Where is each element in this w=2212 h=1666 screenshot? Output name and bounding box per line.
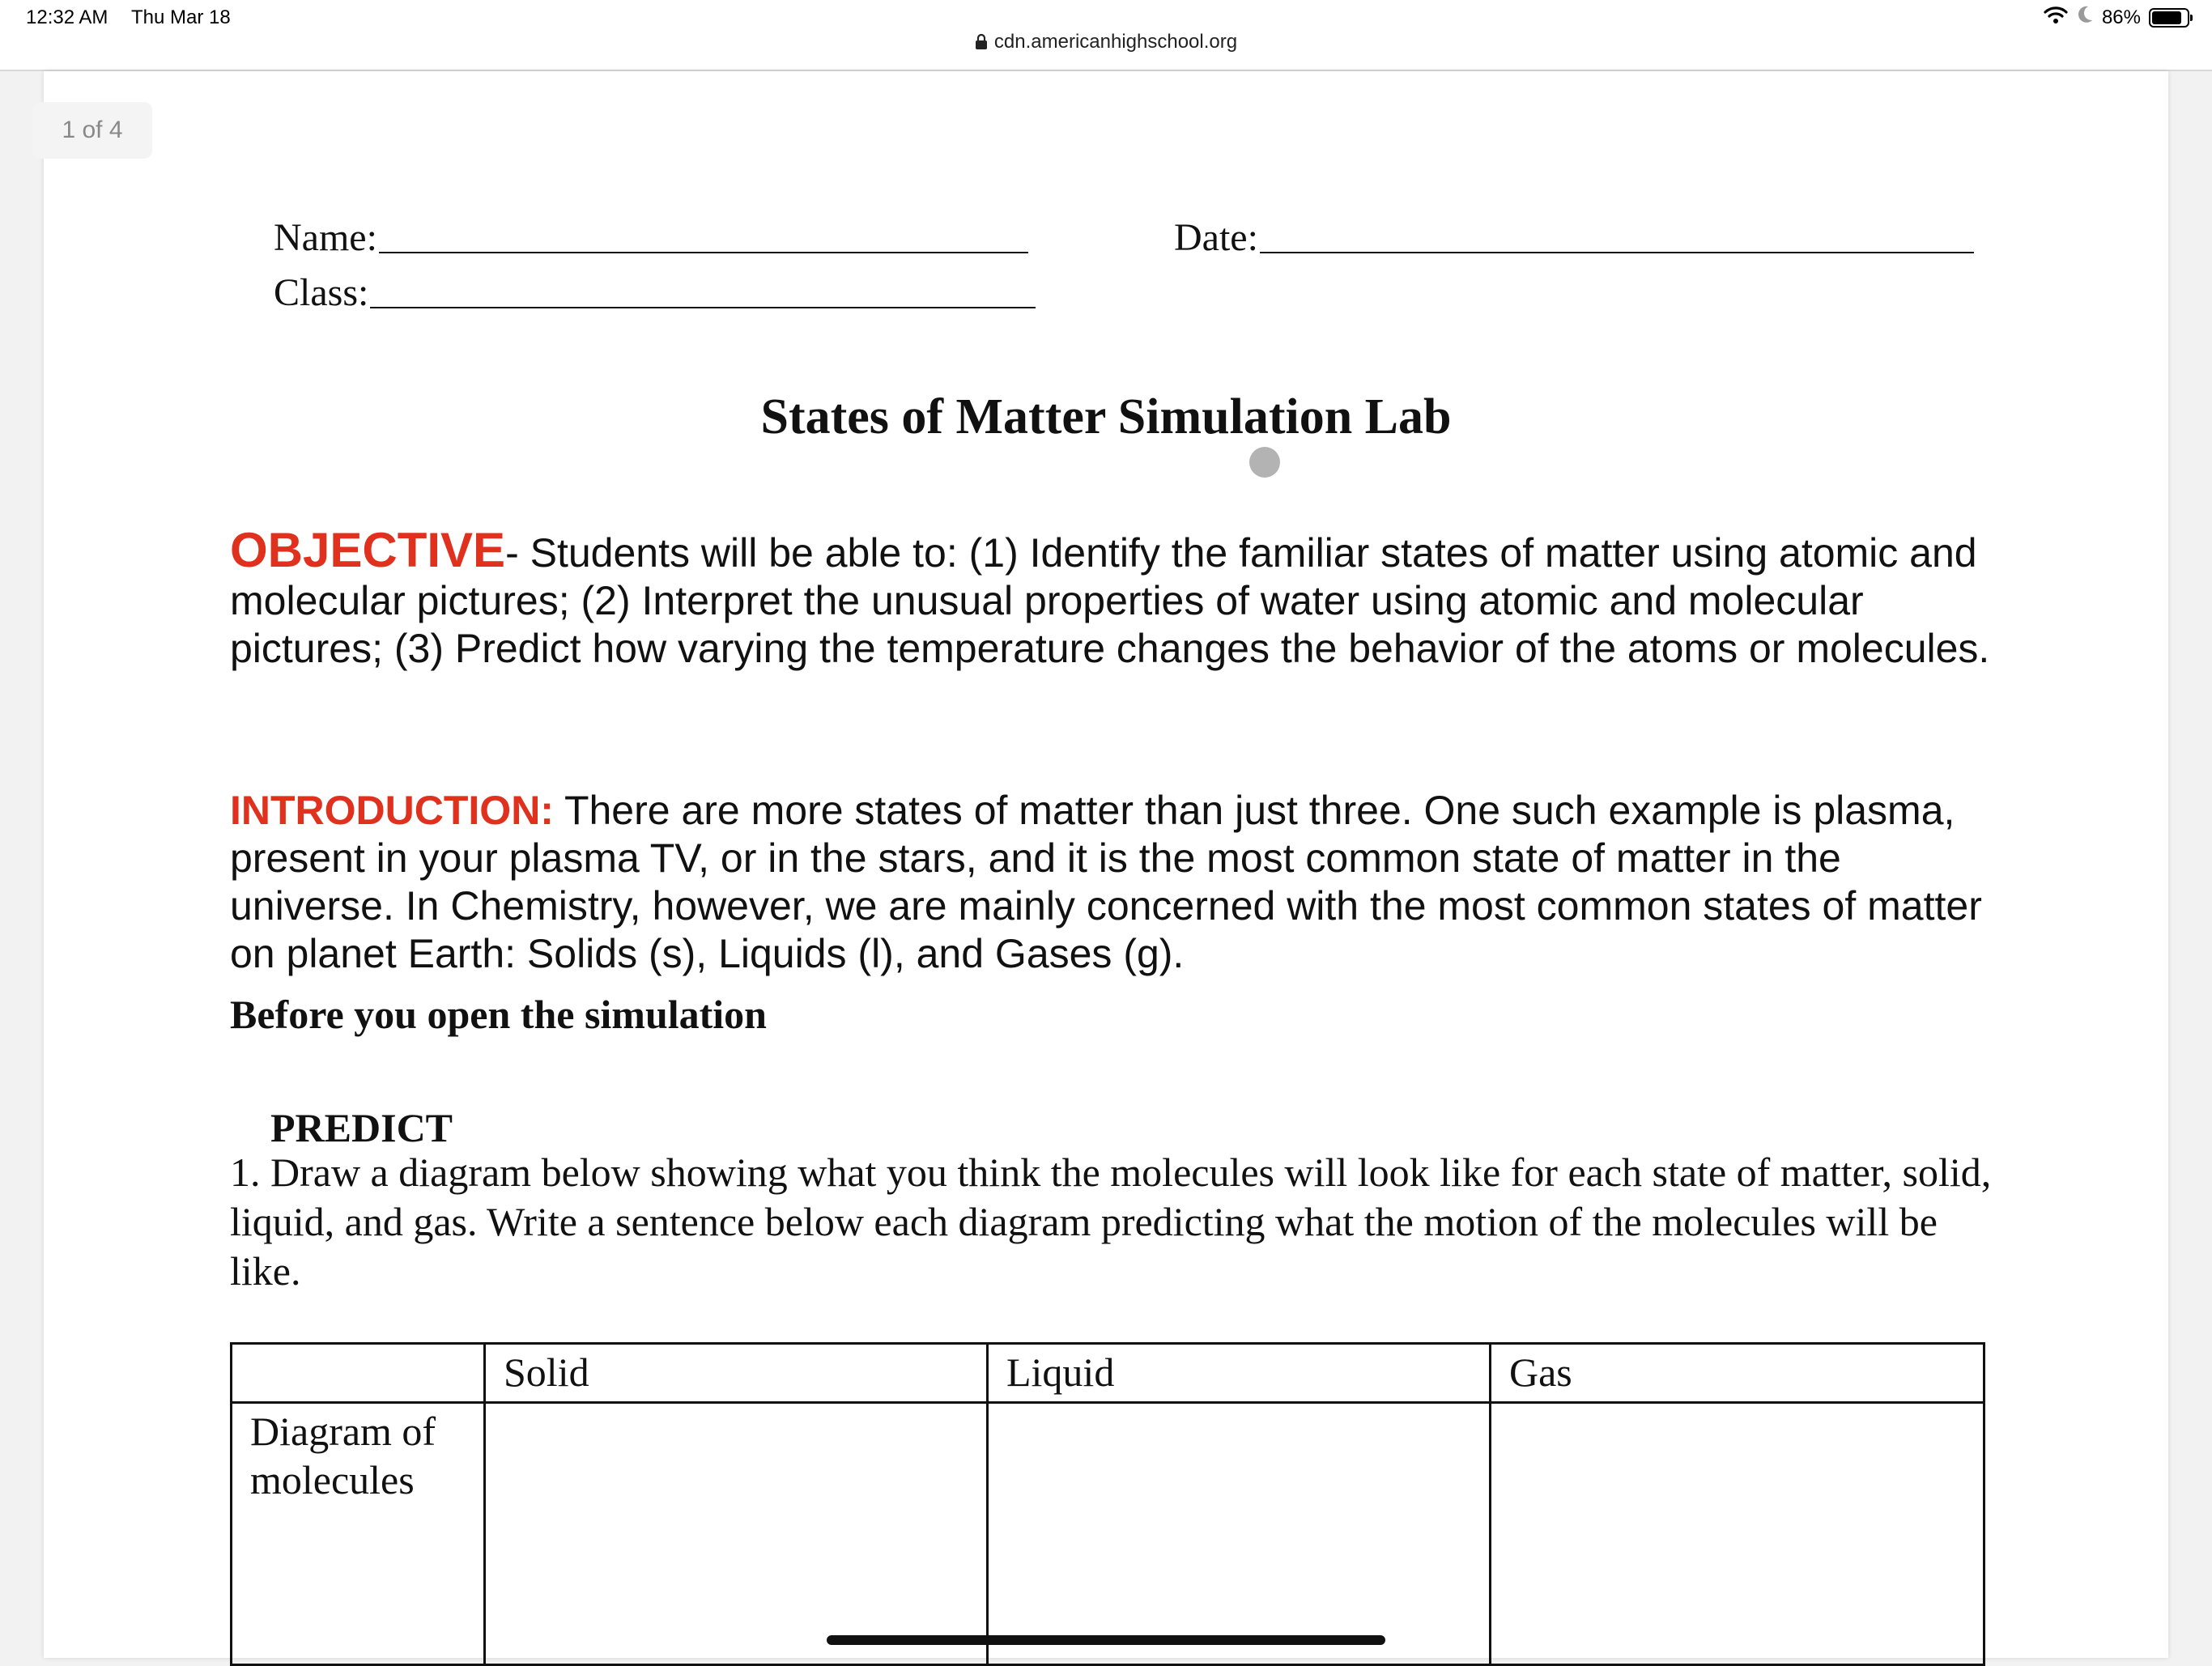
objective-paragraph bbox=[230, 523, 2011, 673]
table-row-label: Diagram of molecules bbox=[232, 1403, 485, 1665]
document-title: States of Matter Simulation Lab bbox=[760, 389, 1452, 444]
battery-percent: 86% bbox=[2101, 6, 2141, 28]
address-bar[interactable] bbox=[0, 31, 2212, 55]
name-line bbox=[379, 250, 1028, 253]
table-cell-solid bbox=[485, 1403, 988, 1665]
lock-icon bbox=[975, 32, 988, 55]
page-indicator: 1 of 4 bbox=[32, 102, 152, 159]
before-simulation-heading: Before you open the simulation bbox=[230, 992, 767, 1037]
status-indicators bbox=[2044, 5, 2189, 30]
name-label: Name: bbox=[274, 216, 377, 259]
date-line bbox=[1260, 250, 1974, 253]
home-indicator[interactable] bbox=[827, 1635, 1385, 1645]
table-header-row bbox=[232, 1344, 1984, 1403]
objective-label: OBJECTIVE bbox=[230, 523, 506, 577]
introduction-paragraph bbox=[230, 787, 2011, 978]
class-field bbox=[274, 270, 1036, 315]
status-time: 12:32 AM bbox=[26, 6, 108, 28]
table-row bbox=[232, 1403, 1984, 1665]
moon-icon bbox=[2076, 5, 2094, 30]
table-cell-gas bbox=[1491, 1403, 1984, 1665]
molecule-diagram-table bbox=[230, 1342, 1985, 1666]
predict-question: 1. Draw a diagram below showing what you think the molecules will look like for each state of matter, solid, liquid, and gas. Write a sentence below each diagram predicting what the motion of the molecules will be like. bbox=[230, 1150, 1992, 1294]
wifi-icon bbox=[2044, 6, 2068, 29]
status-bar bbox=[0, 0, 2212, 71]
date-field bbox=[1174, 215, 1974, 260]
table-cell-liquid bbox=[988, 1403, 1491, 1665]
status-date: Thu Mar 18 bbox=[131, 6, 231, 28]
table-header-gas: Gas bbox=[1491, 1344, 1984, 1403]
date-label: Date: bbox=[1174, 216, 1258, 259]
table-header-liquid: Liquid bbox=[988, 1344, 1491, 1403]
battery-fill bbox=[2152, 11, 2181, 24]
predict-heading: PREDICT bbox=[270, 1105, 453, 1150]
name-field bbox=[274, 215, 1028, 260]
class-label: Class: bbox=[274, 271, 369, 314]
introduction-label: INTRODUCTION: bbox=[230, 788, 554, 833]
class-line bbox=[370, 305, 1036, 308]
pointer-cursor bbox=[1249, 447, 1280, 478]
url-text[interactable]: cdn.americanhighschool.org bbox=[993, 31, 1238, 53]
introduction-text: There are more states of matter than just three. One such example is plasma, present in your plasma TV, or in the stars, and it is the most common state of matter in the universe. In Chemistry, however, we are mainly concerned with the most common states of matter on planet Earth: Solids (s), Liquids (l), and Gases (g). bbox=[230, 788, 1982, 976]
table-header-solid: Solid bbox=[485, 1344, 988, 1403]
objective-text: - Students will be able to: (1) Identify the familiar states of matter using atomic and molecular pictures; (2) Interpret the unusual properties of water using atomic and molecular pictures; (3) Predict how varying the temperature changes the behavior of the atoms or molecules. bbox=[230, 530, 1990, 671]
table-header-cell bbox=[232, 1344, 485, 1403]
battery-icon bbox=[2149, 8, 2189, 28]
